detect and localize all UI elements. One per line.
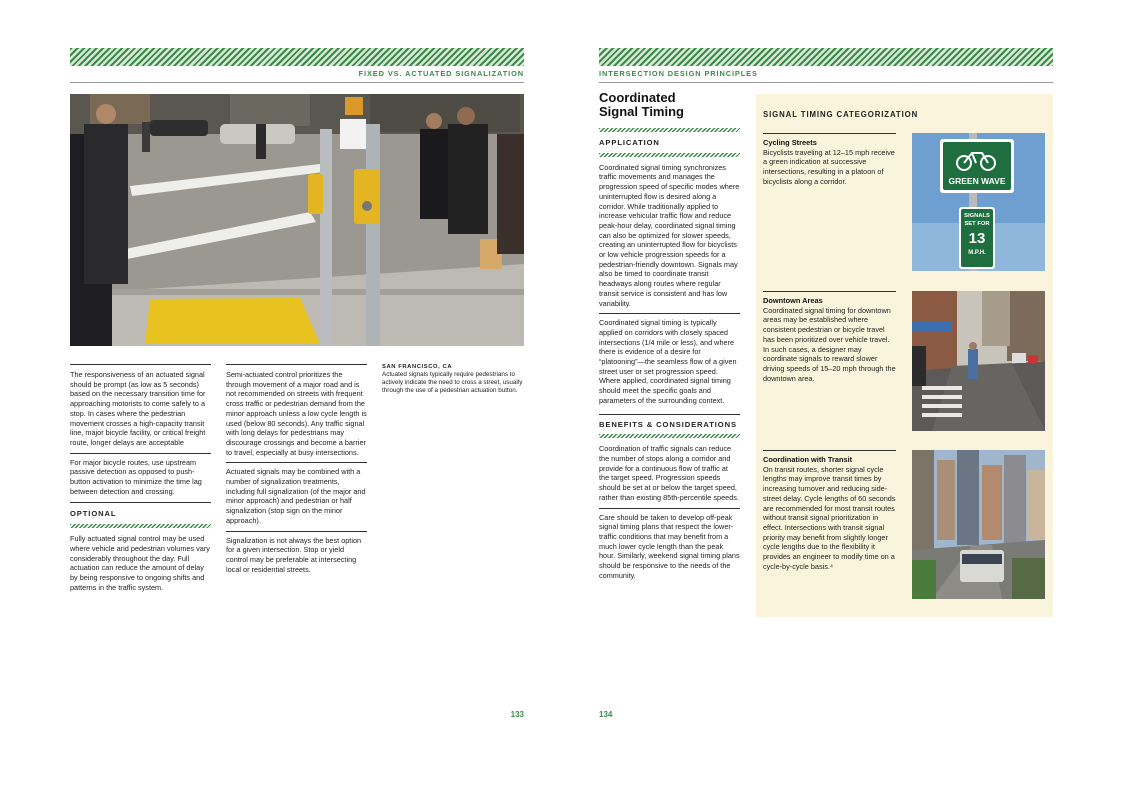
application-paragraph-1: Coordinated signal timing synchronizes traffic movements and manages the progression speed of specific modes where uninterrupted flow is desired along a corridor. While traditionally applied to increase vehicular traffic flow and reduce peak-hour delay, coordinated signal timing can also be optimized for slower speeds, creating an uninterrupted flow for bicyclists or low vehicle progression speeds for a pedestrian-friendly downtown. Signals may also be timed to coordinate transit headways along routes where regular transit service is consistent and has low variability.	[599, 162, 740, 308]
left-column-2	[226, 370, 367, 581]
col1-top-rule	[70, 364, 211, 365]
page-number-right: 134	[599, 710, 613, 719]
downtown-street-photo	[912, 291, 1045, 431]
sidebar-item-title: Downtown Areas	[763, 296, 823, 305]
optional-heading-stripe	[70, 524, 211, 528]
sidebar-item-rule-2	[763, 291, 896, 292]
sidebar-item-cycling	[763, 138, 896, 187]
sign-line-1: SIGNALS	[964, 213, 990, 219]
col2-divider-2	[226, 531, 367, 532]
header-rule-left	[70, 82, 524, 83]
application-paragraph-2: Coordinated signal timing is typically applied on corridors with closely spaced intersections (1/4 mile or less), and where there is evidence of a desire for “platooning”—the seamless flow of a given street user or set progression speed. Where applied, coordinated signal timing should meet the specific goals and parameters of the surrounding context.	[599, 318, 737, 405]
page-title	[599, 91, 749, 119]
sign-speed: 13	[968, 230, 986, 247]
header-label-left: FIXED VS. ACTUATED SIGNALIZATION	[358, 69, 524, 78]
application-divider	[599, 313, 740, 314]
application-heading: APPLICATION	[599, 138, 660, 147]
application-column	[599, 138, 740, 587]
sidebar-item-text: On transit routes, shorter signal cycle lengths may improve transit times by increasing turnover and reducing side-street delay. Cycle lengths of 60 seconds are recommended for most transit routes without transit signal prioritization in effect. Intersections with transit signal priority may benefit from slightly longer cycle lengths due to the flexibility it provides an engineer to modify time on a cycle-by-cycle basis.⁴	[763, 464, 896, 571]
optional-heading: OPTIONAL	[70, 509, 117, 519]
benefits-top-rule	[599, 414, 740, 415]
sidebar-item-downtown	[763, 296, 896, 383]
transit-corridor-photo	[912, 450, 1045, 599]
sign-unit: M.P.H.	[968, 250, 986, 256]
photo-caption	[382, 364, 524, 395]
sidebar-item-title: Cycling Streets	[763, 138, 817, 147]
sidebar-heading: SIGNAL TIMING CATEGORIZATION	[763, 110, 919, 119]
sign-wave-text: GREEN WAVE	[948, 176, 1006, 186]
sidebar-item-text: Coordinated signal timing for downtown areas may be established where consistent pedestrian or bicycle travel has been prioritized over vehicle travel. In such cases, a designer may coordinate signals to reward slower driving speeds of 15–20 mph through the downtown area.	[763, 305, 896, 383]
benefits-heading-stripe	[599, 434, 740, 438]
header-stripe-right	[599, 48, 1053, 66]
sidebar-item-text: Bicyclists traveling at 12–15 mph receive a green indication at successive intersections, resulting in a platoon of bicyclists along a corridor.	[763, 147, 895, 186]
benefits-heading: BENEFITS & CONSIDERATIONS	[599, 419, 737, 429]
col2-top-rule	[226, 364, 367, 365]
col2-paragraph-3: Signalization is not always the best option for a given intersection. Stop or yield control may be preferable at intersecting local or residential streets.	[226, 535, 362, 574]
caption-text: Actuated signals typically require pedestrians to actively indicate the need to cross a street, usually through the use of a pedestrian actuation button.	[382, 371, 523, 394]
col1-paragraph-1: The responsiveness of an actuated signal should be prompt (as low as 5 seconds) based on the necessary transition time for approaching motorists to come safely to a stop. In cases where the pedestrian movement crosses a high-capacity transit line, major bicycle facility, or critical freight route, longer delays are acceptable	[70, 370, 206, 447]
title-stripe	[599, 128, 740, 132]
col1-paragraph-3: Fully actuated signal control may be used where vehicle and pedestrian volumes vary considerably throughout the day. Full actuation can reduce the amount of delay by being responsive to ongoing shifts and patterns in the traffic system.	[70, 534, 210, 592]
sign-line-2: SET FOR	[964, 221, 990, 227]
sidebar-item-rule-1	[763, 133, 896, 134]
benefits-paragraph-1: Coordination of traffic signals can reduce the number of stops along a corridor and provide for a continuous flow of traffic at the target speed. Progression speeds should be set at or below the target speed, rather than existing 85th-percentile speeds.	[599, 444, 739, 502]
benefits-paragraph-2: Care should be taken to develop off-peak signal timing plans that respect the lower-traffic conditions that may benefit from a much lower cycle length than the peak hour. Similarly, weekend signal timing plans should be responsive to the needs of the community.	[599, 512, 740, 580]
col1-paragraph-2: For major bicycle routes, use upstream passive detection as opposed to push-button activation to minimize the time lag between detection and crossing.	[70, 457, 202, 496]
title-line-2: Signal Timing	[599, 104, 684, 119]
green-wave-sign-photo	[912, 133, 1045, 271]
col1-divider-1	[70, 453, 211, 454]
header-stripe-left	[70, 48, 524, 66]
benefits-divider	[599, 508, 740, 509]
header-label-right: INTERSECTION DESIGN PRINCIPLES	[599, 69, 758, 78]
page-number-left: 133	[510, 710, 524, 719]
header-rule-right	[599, 82, 1053, 83]
street-crossing-photo	[70, 94, 524, 346]
col2-paragraph-2: Actuated signals may be combined with a number of signalization treatments, including full signalization (of the major and minor approach) and pedestrian or half signalization (stop sign on the minor approach).	[226, 467, 366, 525]
sidebar-item-rule-3	[763, 450, 896, 451]
sidebar-item-title: Coordination with Transit	[763, 455, 853, 464]
col1-divider-2	[70, 502, 211, 503]
col2-divider-1	[226, 462, 367, 463]
left-column-1	[70, 370, 211, 599]
title-line-1: Coordinated	[599, 90, 676, 105]
caption-location: SAN FRANCISCO, CA	[382, 364, 453, 370]
col2-paragraph-1: Semi-actuated control prioritizes the through movement of a major road and is not recommended on streets with frequent cross traffic or pedestrian demand from the minor approach unless a low cycle length is used (below 80 seconds). Any traffic signal with long delays for pedestrians may discourage crossings and become a barrier to travel, especially at busy intersections.	[226, 370, 367, 457]
sidebar-item-transit	[763, 455, 896, 571]
application-heading-stripe	[599, 153, 740, 157]
